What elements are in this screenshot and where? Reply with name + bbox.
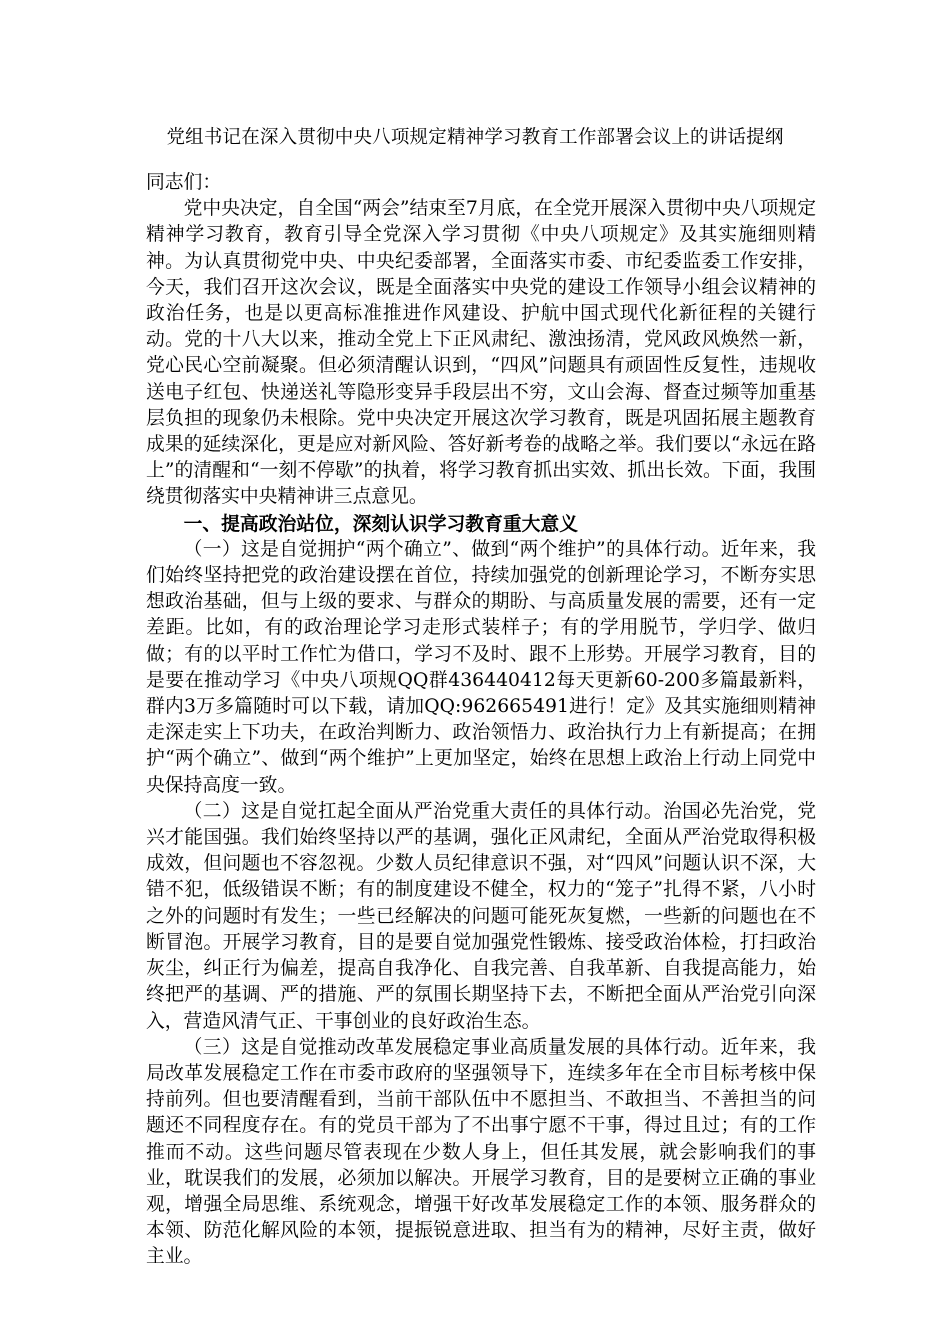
- greeting: 同志们：: [146, 172, 222, 193]
- paragraph-item-2: （二）这是自觉扛起全面从严治党重大责任的具体行动。治国必先治党，党兴才能国强。我们始终坚持以严的基调，强化正风肃纪，全面从严治党取得积极成效，但问题也不容忽视。少数人员纪律意识不强，对“四风”问题认识不深，大错不犯，低级错误不断；有的制度建设不健全，权力的“笼子”扎得不紧，八小时之外的问题时有发生；一些已经解决的问题可能死灰复燃，一些新的问题也在不断冒泡。开展学习教育，目的是要自觉加强党性锻炼、接受政治体检，打扫政治灰尘，纠正行为偏差，提高自我净化、自我完善、自我革新、自我提高能力，始终把严的基调、严的措施、严的氛围长期坚持下去，不断把全面从严治党引向深入，营造风清气正、干事创业的良好政治生态。: [146, 800, 816, 1032]
- section-heading: 一、提高政治站位，深刻认识学习教育重大意义: [183, 512, 578, 535]
- paragraph-item-3: （三）这是自觉推动改革发展稳定事业高质量发展的具体行动。近年来，我局改革发展稳定工作在市委市政府的坚强领导下，连续多年在全市目标考核中保持前列。但也要清醒看到，当前干部队伍中不愿担当、不敢担当、不善担当的问题还不同程度存在。有的党员干部为了不出事宁愿不干事，得过且过；有的工作推而不动。这些问题尽管表现在少数人身上，但任其发展，就会影响我们的事业，耽误我们的发展，必须加以解决。开展学习教育，目的是要树立正确的事业观，增强全局思维、系统观念，增强干好改革发展稳定工作的本领、服务群众的本领、防范化解风险的本领，提振锐意进取、担当有为的精神，尽好主责，做好主业。: [146, 1036, 816, 1268]
- paragraph-item-1: （一）这是自觉拥护“两个确立”、做到“两个维护”的具体行动。近年来，我们始终坚持把党的政治建设摆在首位，持续加强党的创新理论学习，不断夯实思想政治基础，但与上级的要求、与群众的期盼、与高质量发展的需要，还有一定差距。比如，有的政治理论学习走形式装样子；有的学用脱节，学归学、做归做；有的以平时工作忙为借口，学习不及时、跟不上形势。开展学习教育，目的是要在推动学习《中央八项规QQ群436440412每天更新60-200多篇最新料，群内3万多篇随时可以下载，请加QQ:962665491进行！定》及其实施细则精神走深走实上下功夫，在政治判断力、政治领悟力、政治执行力上有新提高；在拥护“两个确立”、做到“两个维护”上更加坚定，始终在思想上政治上行动上同党中央保持高度一致。: [146, 538, 816, 796]
- document-body: [146, 170, 816, 1271]
- intro-paragraph: 党中央决定，自全国“两会”结束至7月底，在全党开展深入贯彻中央八项规定精神学习教育，教育引导全党深入学习贯彻《中央八项规定》及其实施细则精神。为认真贯彻党中央、中央纪委部署，全面落实市委、市纪委监委工作安排，今天，我们召开这次会议，既是全面落实中央党的建设工作领导小组会议精神的政治任务，也是以更高标准推进作风建设、护航中国式现代化新征程的关键行动。党的十八大以来，推动全党上下正风肃纪、激浊扬清，党风政风焕然一新，党心民心空前凝聚。但必须清醒认识到，“四风”问题具有顽固性反复性，违规收送电子红包、快递送礼等隐形变异手段层出不穷，文山会海、督查过频等加重基层负担的现象仍未根除。党中央决定开展这次学习教育，既是巩固拓展主题教育成果的延续深化，更是应对新风险、答好新考卷的战略之举。我们要以“永远在路上”的清醒和“一刻不停歇”的执着，将学习教育抓出实效、抓出长效。下面，我围绕贯彻落实中央精神讲三点意见。: [146, 198, 816, 508]
- document-title: 党组书记在深入贯彻中央八项规定精神学习教育工作部署会议上的讲话提纲: [166, 127, 784, 148]
